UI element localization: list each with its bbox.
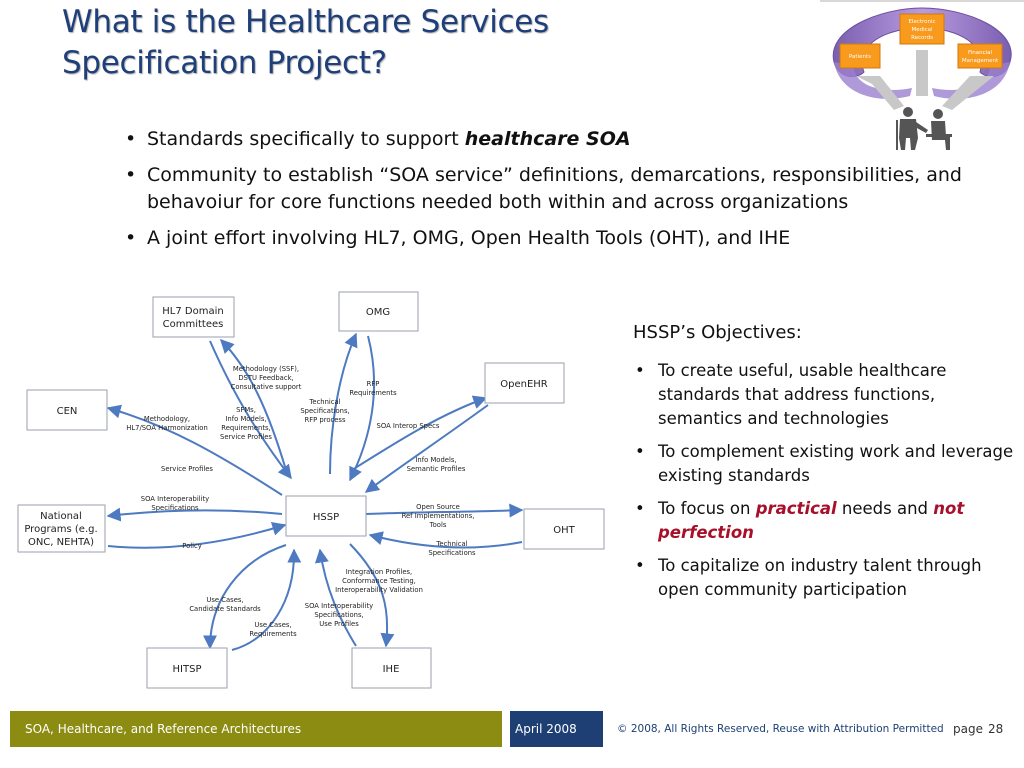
objective-text: To capitalize on industry talent through open community participation: [658, 556, 982, 599]
objective-item: [633, 440, 1024, 488]
label-use-cases-candidate-2: Candidate Standards: [189, 605, 261, 613]
node-national-line-2: Programs (e.g.: [24, 524, 98, 535]
label-use-cases-requirements-1: Use Cases,: [254, 621, 292, 629]
label-sfms-1: SFMs,: [236, 406, 256, 414]
objective-item: [633, 497, 1024, 545]
node-hl7-line-1: HL7 Domain: [162, 306, 224, 317]
emr-arrow-center: [916, 50, 928, 96]
node-hl7-box: [153, 297, 234, 337]
bullet-text: Community to establish “SOA service” definitions, demarcations, responsibilities, and behavoiur for core functions needed both within and across organizations: [147, 164, 962, 213]
node-oht-label: OHT: [553, 525, 575, 536]
objective-text: To create useful, usable healthcare standards that address functions, semantics and technologies: [658, 361, 947, 428]
label-technical-specs-rfp-2: Specifications,: [300, 407, 350, 415]
arrow-hssp-to-ihe: [350, 544, 387, 646]
main-bullet-list: [125, 126, 1015, 261]
objectives-heading: HSSP’s Objectives:: [633, 322, 802, 343]
arrow-openehr-to-hssp: [366, 405, 488, 492]
label-methodology-ssf-1: Methodology (SSF),: [232, 365, 300, 373]
footer-page-label: page: [953, 722, 983, 736]
node-ihe-label: IHE: [382, 664, 400, 675]
label-open-source-1: Open Source: [416, 503, 460, 511]
node-omg-label: OMG: [365, 307, 391, 318]
node-cen-label: CEN: [56, 406, 78, 417]
label-sfms-2: Info Models,: [225, 415, 267, 423]
objective-emphasis-not: not: [933, 499, 965, 518]
hssp-diagram: [0, 288, 620, 698]
node-hssp-label: HSSP: [312, 512, 340, 523]
label-integration-profiles-1: Integration Profiles,: [345, 568, 413, 576]
arrow-hssp-to-hl7: [221, 340, 286, 470]
bullet-text: Standards specifically to support: [147, 128, 465, 150]
label-rfp-requirements-2: Requirements: [349, 389, 397, 397]
emr-right-line-1: Financial: [967, 50, 993, 56]
objective-text: To complement existing work and leverage existing standards: [658, 442, 1014, 485]
node-national-line-1: National: [40, 511, 82, 522]
bullet-community: [125, 162, 1015, 216]
label-methodology-ssf-3: Consultative support: [230, 383, 302, 391]
label-use-cases-requirements-2: Requirements: [249, 630, 297, 638]
label-sfms-3: Requirements,: [221, 424, 271, 432]
slide-title: [62, 2, 622, 84]
slide-title-line-1: What is the Healthcare Services: [62, 4, 549, 40]
label-open-source-2: Ref Implementations,: [401, 512, 475, 520]
label-methodology-ssf-2: DSTU Feedback,: [238, 374, 294, 382]
footer-date: April 2008: [510, 711, 603, 747]
label-integration-profiles-2: Conformance Testing,: [342, 577, 416, 585]
objective-text: needs and: [836, 499, 934, 518]
label-methodology-harmonization-2: HL7/SOA Harmonization: [126, 424, 208, 432]
label-soa-interop-specs: SOA Interop Specs: [376, 422, 440, 430]
bullet-emphasis: healthcare SOA: [464, 128, 631, 150]
label-sfms-4: Service Profiles: [220, 433, 272, 441]
slide-title-line-2: Specification Project?: [62, 45, 387, 81]
emr-center-line-3: Records: [911, 35, 933, 41]
bullet-text: A joint effort involving HL7, OMG, Open Health Tools (OHT), and IHE: [147, 227, 791, 249]
label-service-profiles: Service Profiles: [161, 465, 213, 473]
node-hitsp-label: HITSP: [172, 664, 202, 675]
node-openehr-label: OpenEHR: [500, 379, 548, 390]
objective-item: [633, 359, 1024, 431]
footer-page: [953, 722, 1003, 736]
label-open-source-3: Tools: [429, 521, 447, 529]
label-info-models-profiles-1: Info Models,: [415, 456, 457, 464]
node-national-line-3: ONC, NEHTA): [27, 537, 95, 548]
node-hl7-line-2: Committees: [162, 319, 224, 330]
label-use-cases-candidate-1: Use Cases,: [206, 596, 244, 604]
emr-center-line-2: Medical: [911, 27, 933, 33]
label-technical-specs-rfp-3: RFP process: [304, 416, 346, 424]
label-technical-specifications-2: Specifications: [428, 549, 476, 557]
objective-line: [658, 499, 964, 518]
label-policy: Policy: [182, 542, 202, 550]
label-info-models-profiles-2: Semantic Profiles: [406, 465, 466, 473]
emr-center-line-1: Electronic: [908, 19, 936, 25]
emr-right-line-2: Management: [961, 58, 999, 64]
footer-copyright: © 2008, All Rights Reserved, Reuse with Attribution Permitted: [617, 723, 944, 735]
label-methodology-harmonization-1: Methodology,: [143, 415, 191, 423]
objective-emphasis-practical: practical: [755, 499, 837, 518]
objective-item: [633, 554, 1024, 602]
label-soa-interop-specifications-1: SOA Interoperability: [140, 495, 210, 503]
footer-presentation-title: SOA, Healthcare, and Reference Architectures: [10, 711, 502, 747]
label-technical-specifications-1: Technical: [436, 540, 468, 548]
arrow-ihe-to-hssp: [320, 550, 356, 646]
objective-text: To focus on: [658, 499, 756, 518]
label-integration-profiles-3: Interoperability Validation: [335, 586, 423, 594]
bullet-healthcare-soa: [125, 126, 1015, 153]
label-soa-interop-use-profiles-1: SOA Interoperability: [304, 602, 374, 610]
label-soa-interop-use-profiles-2: Specifications,: [314, 611, 364, 619]
footer-page-number: 28: [987, 722, 1004, 736]
objectives-list: [633, 359, 1024, 611]
label-soa-interop-specifications-2: Specifications: [151, 504, 199, 512]
label-soa-interop-use-profiles-3: Use Profiles: [319, 620, 359, 628]
bullet-joint-effort: [125, 225, 1015, 252]
label-technical-specs-rfp-1: Technical: [309, 398, 341, 406]
objective-emphasis-perfection: perfection: [658, 523, 754, 542]
emr-left-label: Patients: [848, 54, 872, 60]
label-rfp-requirements-1: RFP: [366, 380, 380, 388]
emr-box-right: [958, 44, 1002, 68]
